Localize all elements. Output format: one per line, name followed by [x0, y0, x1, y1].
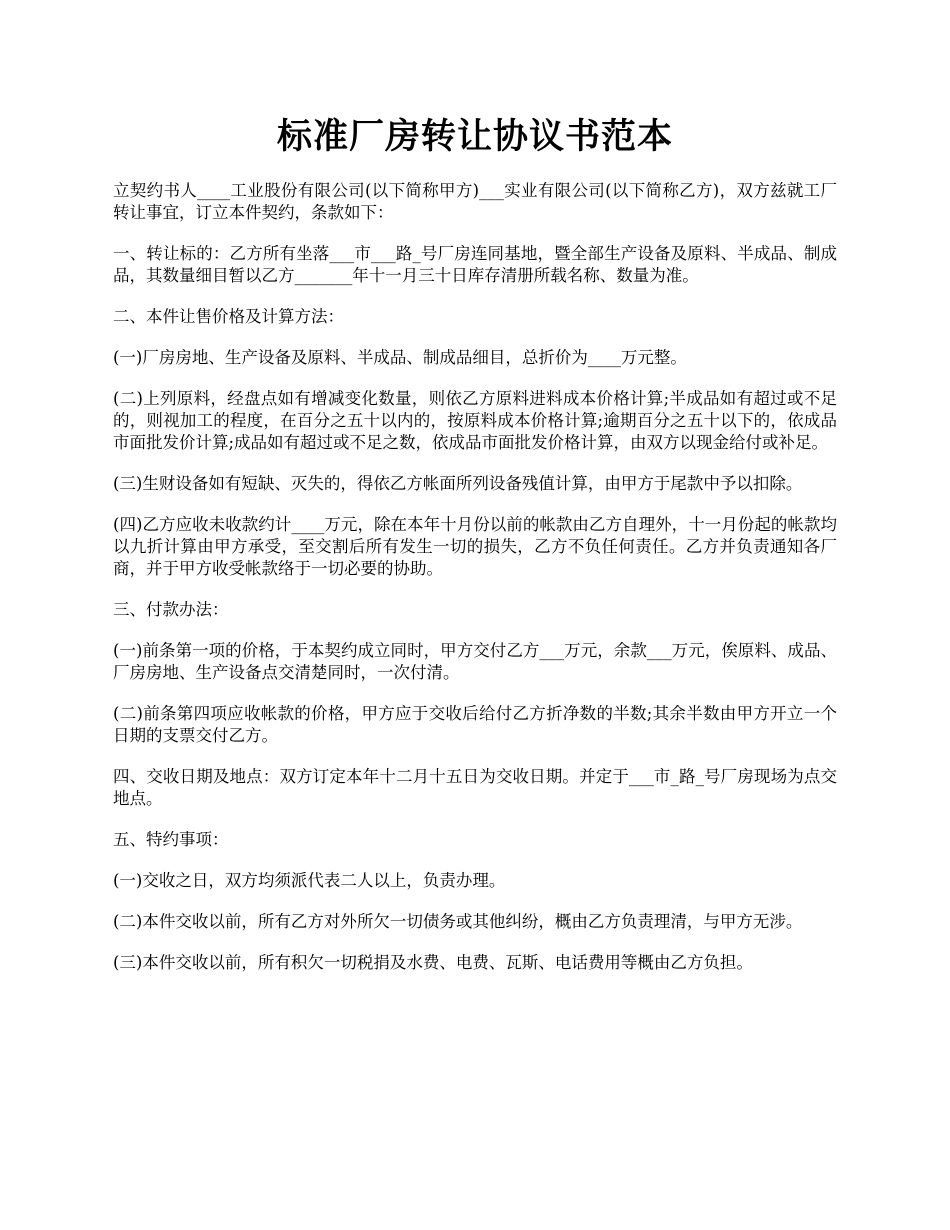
clause-5-item-1: (一)交收之日，双方均须派代表二人以上，负责办理。	[113, 871, 506, 890]
document-body	[113, 180, 837, 993]
clause-1-transfer-subject: 一、转让标的：乙方所有坐落___市___路_号厂房连同基地，暨全部生产设备及原料、半成品、制成品，其数量细目暂以乙方_______年十一月三十日库存清册所载名称、数量为准。	[113, 244, 837, 285]
clause-5-heading: 五、特约事项：	[113, 830, 229, 849]
clause-2-heading: 二、本件让售价格及计算方法：	[113, 307, 344, 326]
clause-2-item-1: (一)厂房房地、生产设备及原料、半成品、制成品细目，总折价为____万元整。	[113, 348, 687, 367]
clause-5-item-2: (二)本件交收以前，所有乙方对外所欠一切债务或其他纠纷，概由乙方负责理清，与甲方无涉。	[113, 912, 803, 931]
clause-2-item-2: (二)上列原料，经盘点如有增减变化数量，则依乙方原料进料成本价格计算;半成品如有超过或不足的，则视加工的程度，在百分之五十以内的，按原料成本价格计算;逾期百分之五十以下的，依成品市面批发价计算;成品如有超过或不足之数，依成品市面批发价格计算，由双方以现金给付或补足。	[113, 389, 837, 452]
clause-2-item-4: (四)乙方应收未收款约计____万元，除在本年十月份以前的帐款由乙方自理外，十一月份起的帐款均以九折计算由甲方承受，至交割后所有发生一切的损失，乙方不负任何责任。乙方并负责通知各厂商，并于甲方收受帐款络于一切必要的协助。	[113, 515, 837, 578]
clause-4-delivery: 四、交收日期及地点：双方订定本年十二月十五日为交收日期。并定于___市_路_号厂房现场为点交地点。	[113, 767, 837, 808]
clause-5-item-3: (三)本件交收以前，所有积欠一切税捐及水费、电费、瓦斯、电话费用等概由乙方负担。	[113, 953, 753, 972]
document-title: 标准厂房转让协议书范本	[276, 116, 673, 157]
clause-3-item-2: (二)前条第四项应收帐款的价格，甲方应于交收后给付乙方折净数的半数;其余半数由甲方开立一个日期的支票交付乙方。	[113, 704, 837, 745]
preamble-paragraph: 立契约书人____工业股份有限公司(以下简称甲方)___实业有限公司(以下简称乙方)，双方兹就工厂转让事宜，订立本件契约，条款如下：	[113, 181, 837, 222]
clause-2-item-3: (三)生财设备如有短缺、灭失的，得依乙方帐面所列设备残值计算，由甲方于尾款中予以扣除。	[113, 474, 803, 493]
clause-3-item-1: (一)前条第一项的价格，于本契约成立同时，甲方交付乙方___万元，余款___万元，俟原料、成品、厂房房地、生产设备点交清楚同时，一次付清。	[113, 641, 837, 682]
clause-3-heading: 三、付款办法：	[113, 600, 229, 619]
